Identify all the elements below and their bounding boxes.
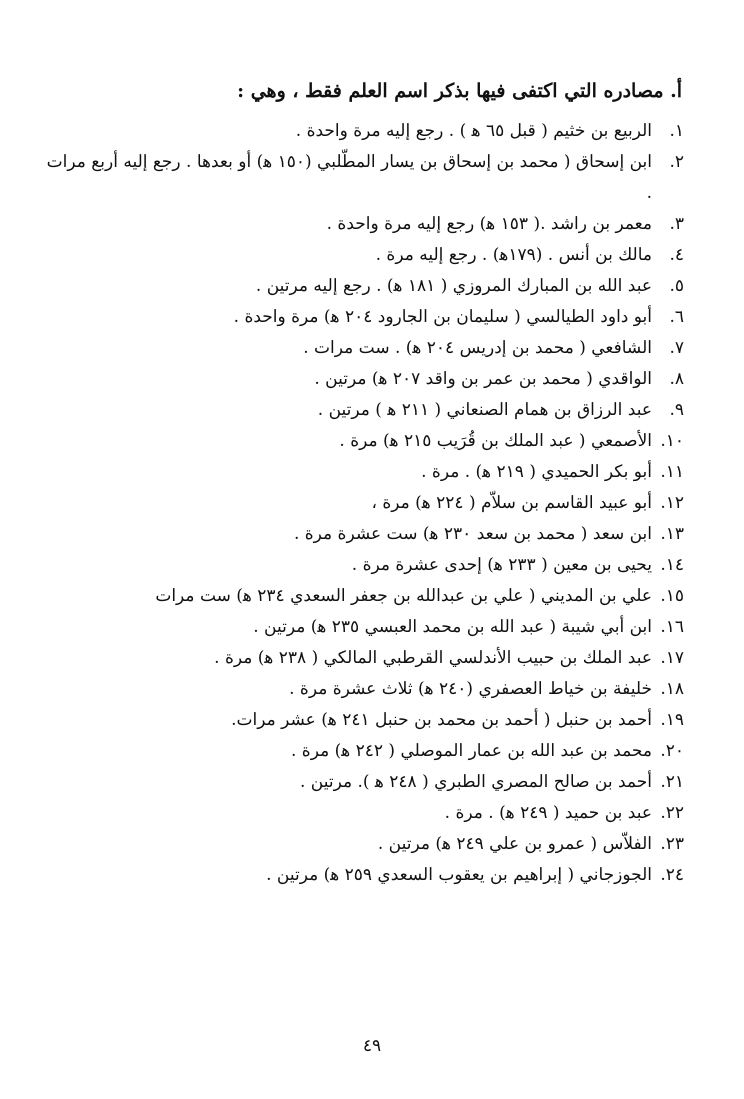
list-item-number: ٢٣. — [660, 834, 684, 854]
list-item — [44, 550, 684, 581]
list-item-text: الشافعي ( محمد بن إدريس ٢٠٤ ه‍) . ست مرات . — [303, 338, 652, 358]
list-item-number: ١٨. — [660, 679, 684, 699]
list-item-text: عبد الملك بن حبيب الأندلسي القرطبي المالكي ( ٢٣٨ ه‍) مرة . — [214, 648, 652, 668]
list-item-number: ٧. — [669, 338, 684, 358]
list-item — [44, 705, 684, 736]
list-item-number: ١. — [669, 121, 684, 141]
list-item — [44, 612, 684, 643]
list-item-number: ٦. — [669, 307, 684, 327]
list-item-text: يحيى بن معين ( ٢٣٣ ه‍) إحدى عشرة مرة . — [351, 555, 652, 575]
list-item-number: ١١. — [660, 462, 684, 482]
list-item — [44, 860, 684, 891]
page-number: ٤٩ — [362, 1036, 382, 1056]
list-item — [44, 395, 684, 426]
list-item — [44, 643, 684, 674]
list-item-text: الواقدي ( محمد بن عمر بن واقد ٢٠٧ ه‍) مرتين . — [314, 369, 652, 389]
list-item — [44, 147, 684, 209]
list-item-text: أبو عبيد القاسم بن سلاّم ( ٢٢٤ ه‍) مرة ، — [371, 493, 652, 513]
list-item — [44, 674, 684, 705]
list-item-number: ٢١. — [660, 772, 684, 792]
list-item-number: ٩. — [669, 400, 684, 420]
list-item — [44, 457, 684, 488]
list-item-text: أحمد بن حنبل ( أحمد بن محمد بن حنبل ٢٤١ ه‍) عشر مرات. — [231, 710, 652, 730]
list-item — [44, 364, 684, 395]
list-item-number: ٢٤. — [660, 865, 684, 885]
list-item-text: أبو بكر الحميدي ( ٢١٩ ه‍) . مرة . — [421, 462, 652, 482]
list-item-text: الربيع بن خثيم ( قبل ٦٥ ه‍ ) . رجع إليه مرة واحدة . — [295, 121, 652, 141]
list-item-text: عبد بن حميد ( ٢٤٩ ه‍) . مرة . — [444, 803, 652, 823]
list-item-text: خليفة بن خياط العصفري (٢٤٠ ه‍) ثلاث عشرة مرة . — [289, 679, 652, 699]
list-item — [44, 519, 684, 550]
list-item — [44, 116, 684, 147]
list-item-number: ١٠. — [660, 431, 684, 451]
list-item-text: أحمد بن صالح المصري الطبري ( ٢٤٨ ه‍ ). مرتين . — [299, 772, 652, 792]
list-item — [44, 209, 684, 240]
list-item-number: ٢. — [669, 152, 684, 172]
list-item-number: ٤. — [669, 245, 684, 265]
list-item-text: ابن سعد ( محمد بن سعد ٢٣٠ ه‍) ست عشرة مرة . — [293, 524, 652, 544]
list-item-number: ١٤. — [660, 555, 684, 575]
list-item-number: ١٥. — [660, 586, 684, 606]
list-item — [44, 271, 684, 302]
list-item — [44, 240, 684, 271]
list-item-text: مالك بن أنس . (١٧٩ه‍) . رجع إليه مرة . — [375, 245, 652, 265]
section-heading: أ. مصادره التي اكتفى فيها بذكر اسم العلم فقط ، وهي : — [237, 80, 682, 102]
list-item-number: ٣. — [669, 214, 684, 234]
list-item — [44, 736, 684, 767]
list-item-number: ٨. — [669, 369, 684, 389]
list-item-text: عبد الرزاق بن همام الصنعاني ( ٢١١ ه‍ ) مرتين . — [317, 400, 652, 420]
list-item-number: ١٢. — [660, 493, 684, 513]
sources-list — [44, 116, 684, 891]
list-item-number: ١٩. — [660, 710, 684, 730]
list-item-text: ابن إسحاق ( محمد بن إسحاق بن يسار المطّلبي (١٥٠ ه‍) أو بعدها . رجع إليه أربع مرات . — [46, 152, 652, 203]
list-item-text: محمد بن عبد الله بن عمار الموصلي ( ٢٤٢ ه‍) مرة . — [290, 741, 652, 761]
list-item — [44, 798, 684, 829]
list-item — [44, 426, 684, 457]
list-item-number: ١٧. — [660, 648, 684, 668]
list-item-text: الأصمعي ( عبد الملك بن قُرَيب ٢١٥ ه‍) مرة . — [339, 431, 652, 451]
list-item — [44, 302, 684, 333]
list-item — [44, 767, 684, 798]
list-item-text: أبو داود الطيالسي ( سليمان بن الجارود ٢٠٤ ه‍) مرة واحدة . — [233, 307, 652, 327]
list-item-number: ١٣. — [660, 524, 684, 544]
list-item-text: معمر بن راشد .( ١٥٣ ه‍) رجع إليه مرة واحدة . — [326, 214, 652, 234]
list-item-number: ٢٢. — [660, 803, 684, 823]
list-item-number: ١٦. — [660, 617, 684, 637]
list-item-number: ٢٠. — [660, 741, 684, 761]
list-item — [44, 333, 684, 364]
list-item-text: علي بن المديني ( علي بن عبدالله بن جعفر السعدي ٢٣٤ ه‍) ست مرات — [155, 586, 652, 606]
list-item — [44, 581, 684, 612]
list-item-number: ٥. — [669, 276, 684, 296]
list-item — [44, 829, 684, 860]
list-item-text: الجوزجاني ( إبراهيم بن يعقوب السعدي ٢٥٩ ه‍) مرتين . — [266, 865, 652, 885]
list-item-text: عبد الله بن المبارك المروزي ( ١٨١ ه‍) . رجع إليه مرتين . — [255, 276, 652, 296]
list-item-text: ابن أبي شيبة ( عبد الله بن محمد العبسي ٢٣٥ ه‍) مرتين . — [253, 617, 652, 637]
list-item — [44, 488, 684, 519]
list-item-text: الفلاّس ( عمرو بن علي ٢٤٩ ه‍) مرتين . — [377, 834, 652, 854]
